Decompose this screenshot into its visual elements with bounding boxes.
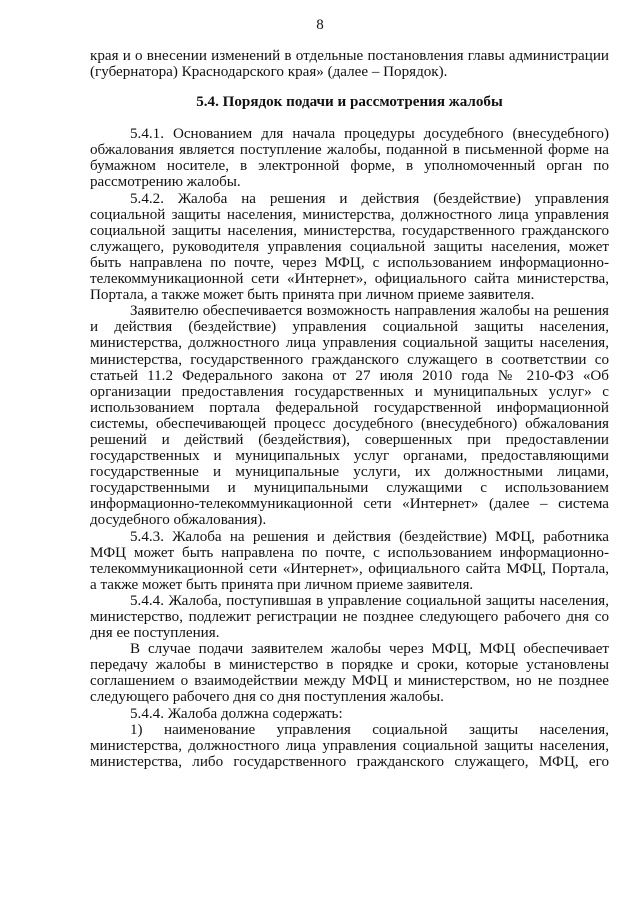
paragraph-list bbox=[90, 126, 609, 770]
text-line: 5.4.3. Жалоба на решения и действия (бездействие) МФЦ, работника bbox=[130, 528, 609, 545]
paragraph bbox=[90, 706, 609, 722]
text-line: Портала, а также может быть принята при личном приеме заявителя. bbox=[90, 287, 535, 304]
text-line: информационно-телекоммуникационной сети «Интернет» (далее – система bbox=[90, 496, 609, 513]
text-line: телекоммуникационной сети «Интернет», официального сайта министерства, bbox=[90, 271, 609, 288]
text-line: обжалования является поступление жалобы, поданной в письменной форме на bbox=[90, 142, 609, 159]
intro-fragment bbox=[90, 48, 609, 80]
paragraph bbox=[90, 641, 609, 705]
text-line: решений и действий (бездействия), совершенных при предоставлении bbox=[90, 431, 609, 448]
text-line: края и о внесении изменений в отдельные постановления главы администрации bbox=[90, 48, 609, 64]
text-line: служащего, руководителя управления социальной защиты населения, может bbox=[90, 238, 609, 255]
text-line: бумажном носителе, в электронной форме, в уполномоченный орган по bbox=[90, 158, 609, 175]
text-line: статьей 11.2 Федерального закона от 27 июля 2010 года № 210-ФЗ «Об bbox=[90, 367, 609, 384]
text-line: министерство, подлежит регистрации не позднее следующего рабочего дня со bbox=[90, 609, 609, 625]
text-line: 5.4.1. Основанием для начала процедуры досудебного (внесудебного) bbox=[130, 126, 609, 143]
text-line: дня ее поступления. bbox=[90, 625, 220, 642]
paragraph bbox=[90, 126, 609, 190]
text-line: рассмотрению жалобы. bbox=[90, 174, 241, 191]
section-heading: 5.4. Порядок подачи и рассмотрения жалобы bbox=[196, 94, 503, 111]
text-line: соглашением о взаимодействии между МФЦ и министерством, но не позднее bbox=[90, 673, 609, 690]
text-line: В случае подачи заявителем жалобы через МФЦ, МФЦ обеспечивает bbox=[130, 641, 609, 658]
document-body bbox=[90, 48, 609, 770]
paragraph bbox=[90, 191, 609, 304]
paragraph bbox=[90, 529, 609, 593]
text-line: организации предоставления государственных и муниципальных услуг» с bbox=[90, 383, 609, 400]
text-line: (губернатора) Краснодарского края» (далее – Порядок). bbox=[90, 64, 448, 81]
text-line: 5.4.4. Жалоба должна содержать: bbox=[130, 705, 343, 722]
page-number: 8 bbox=[316, 17, 324, 33]
paragraph bbox=[90, 593, 609, 641]
text-line: министерства, государственного гражданского служащего в соответствии со bbox=[90, 351, 609, 368]
text-line: министерства, либо государственного гражданского служащего, МФЦ, его bbox=[90, 753, 609, 770]
text-line: использованием портала федеральной государственной информационной bbox=[90, 399, 609, 416]
text-line: 5.4.2. Жалоба на решения и действия (бездействие) управления bbox=[130, 190, 609, 207]
paragraph bbox=[90, 722, 609, 770]
text-line: государственных и муниципальных услуг органами, предоставляющими bbox=[90, 448, 609, 465]
text-line: следующего рабочего дня со дня поступления жалобы. bbox=[90, 689, 444, 706]
text-line: Заявителю обеспечивается возможность направления жалобы на решения bbox=[130, 303, 609, 320]
text-line: социальной защиты населения, министерства, должностного лица управления bbox=[90, 206, 609, 223]
text-line: министерства, должностного лица управления социальной защиты населения, bbox=[90, 737, 609, 754]
text-line: социальной защиты населения, министерства, государственного гражданского bbox=[90, 222, 609, 239]
text-line: а также может быть принята при личном приеме заявителя. bbox=[90, 576, 474, 593]
text-line: министерства, должностного лица управления социальной защиты населения, bbox=[90, 335, 609, 352]
text-line: 5.4.4. Жалоба, поступившая в управление социальной защиты населения, bbox=[130, 592, 609, 609]
text-line: МФЦ может быть направлена по почте, с использованием информационно- bbox=[90, 544, 609, 561]
text-line: государственными и муниципальными служащими с использованием bbox=[90, 480, 609, 497]
text-line: государственные и муниципальные услуги, их должностными лицами, bbox=[90, 464, 609, 481]
text-line: быть направлена по почте, через МФЦ, с использованием информационно- bbox=[90, 254, 609, 271]
text-line: и действия (бездействие) управления социальной защиты населения, bbox=[90, 319, 609, 336]
paragraph bbox=[90, 303, 609, 528]
text-line: телекоммуникационной сети «Интернет», официального сайта МФЦ, Портала, bbox=[90, 560, 609, 577]
text-line: передачу жалобы в министерство в порядке и сроки, которые установлены bbox=[90, 657, 609, 674]
text-line: досудебного обжалования). bbox=[90, 512, 267, 529]
text-line: системы, обеспечивающей процесс досудебного (внесудебного) обжалования bbox=[90, 415, 609, 432]
text-line: 1) наименование управления социальной защиты населения, bbox=[130, 721, 609, 738]
